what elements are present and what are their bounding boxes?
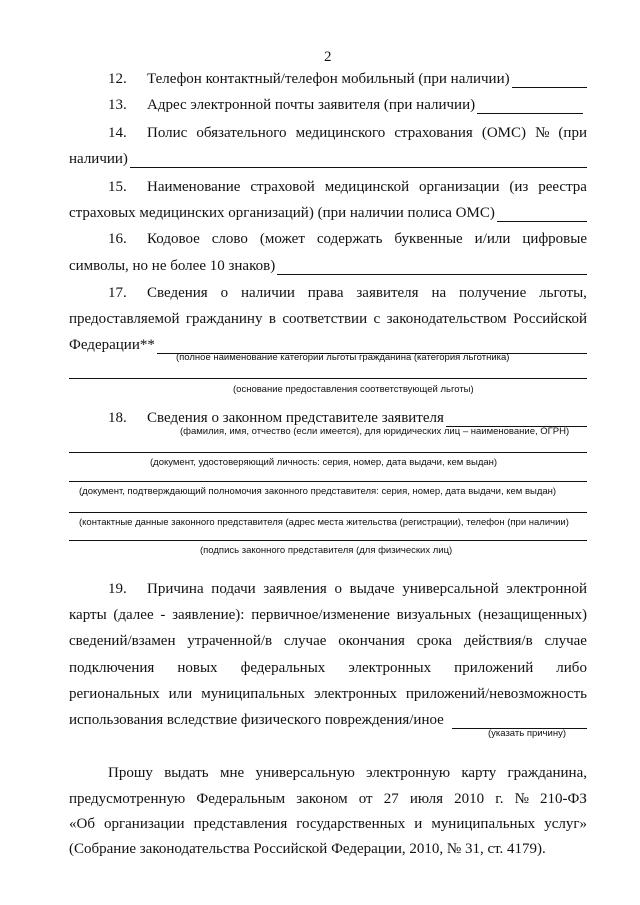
text-word: «Об	[69, 816, 95, 832]
text-word: карты	[69, 607, 107, 623]
text-word: №	[535, 125, 550, 141]
text-word: муниципальных	[201, 686, 306, 702]
text-word: карту	[461, 765, 497, 781]
item-13-row	[147, 96, 583, 114]
item-19-number: 19.	[108, 581, 127, 597]
text-word: электронных	[314, 686, 397, 702]
item-18-hint-authority-document: (документ, подтверждающий полномочия законного представителя: серия, номер, дата выдачи, кем выдан)	[79, 486, 557, 497]
item-19-line-3	[69, 632, 587, 650]
text-word: универсальной	[402, 581, 499, 597]
item-15-line-2	[69, 204, 587, 222]
item-19-field-reason[interactable]	[452, 714, 587, 729]
text-word: гражданину	[185, 311, 263, 327]
request-line-4: (Собрание законодательства Российской Федерации, 2010, № 31, ст. 4179).	[69, 841, 546, 857]
item-19-text-end: использования вследствие физического повреждения/иное	[69, 712, 444, 728]
text-word: приложений	[454, 660, 534, 676]
text-word: окончания	[338, 633, 405, 649]
text-word: предусмотренную	[69, 791, 186, 807]
text-word: электронной	[506, 581, 587, 597]
text-word: 210-ФЗ	[540, 791, 587, 807]
text-word: №	[514, 791, 529, 807]
text-word: соответствии	[282, 311, 368, 327]
text-word: слово	[211, 231, 248, 247]
text-word: получение	[459, 285, 527, 301]
item-18-field-name[interactable]	[446, 412, 587, 427]
text-word: г.	[495, 791, 504, 807]
item-18-hint-name: (фамилия, имя, отчество (если имеется), для юридических лиц – наименование, ОГРН)	[180, 426, 570, 437]
text-word: утраченной/в	[187, 633, 273, 649]
text-word: электронную	[366, 765, 451, 781]
text-word: организации	[104, 816, 185, 832]
text-word: новых	[177, 660, 218, 676]
item-16-field[interactable]	[277, 260, 587, 275]
text-word: выдать	[164, 765, 209, 781]
item-17-line-2	[69, 310, 587, 328]
text-word: права	[307, 285, 344, 301]
text-word: предоставляемой	[69, 311, 180, 327]
text-word: случае	[544, 633, 587, 649]
text-word: (может	[259, 231, 305, 247]
text-word: наличии	[240, 285, 295, 301]
item-16-line-2	[69, 257, 587, 275]
item-15-text-end: страховых медицинских организаций) (при наличии полиса ОМС)	[69, 205, 495, 221]
text-word: (далее	[113, 607, 154, 623]
item-16-line-1	[147, 230, 587, 248]
item-19-hint-reason: (указать причину)	[488, 728, 566, 739]
text-word: универсальную	[255, 765, 355, 781]
item-18-row	[147, 409, 587, 427]
item-18-field-authority-document[interactable]	[69, 481, 587, 482]
text-word: июля	[409, 791, 444, 807]
text-word: Прошу	[108, 765, 153, 781]
text-word: сведений/взамен	[69, 633, 176, 649]
text-word: страховой	[250, 179, 315, 195]
item-17-line-1	[147, 284, 587, 302]
text-word: 2010	[454, 791, 485, 807]
text-word: -	[160, 607, 166, 623]
item-19-line-6	[69, 711, 587, 729]
text-word: цифровые	[522, 231, 587, 247]
text-word: муниципальных	[431, 816, 536, 832]
item-12-row	[147, 70, 587, 88]
text-word: подключения	[69, 660, 155, 676]
text-word: с	[373, 311, 381, 327]
request-line-1	[108, 764, 587, 782]
page-number: 2	[324, 49, 332, 65]
text-word: первичное/изменение	[251, 607, 390, 623]
text-word: заявление):	[172, 607, 245, 623]
text-word: страхования	[394, 125, 473, 141]
item-18-hint-contacts: (контактные данные законного представителя (адрес места жительства (регистрации), телефон (при наличии)	[79, 517, 569, 528]
item-14-line-2	[69, 150, 587, 168]
text-word: случае	[283, 633, 327, 649]
text-word: медицинской	[324, 179, 410, 195]
text-word: о	[334, 581, 342, 597]
text-word: законом	[296, 791, 348, 807]
text-word: государственных	[296, 816, 406, 832]
item-12-text: Телефон контактный/телефон мобильный (при наличии)	[147, 71, 510, 87]
request-line-3	[69, 815, 587, 833]
item-16-number: 16.	[108, 231, 127, 247]
item-13-field[interactable]	[477, 99, 583, 114]
text-word: от	[358, 791, 373, 807]
item-17-text-end: Федерации**	[69, 337, 155, 353]
text-word: Наименование	[147, 179, 241, 195]
item-13-text: Адрес электронной почты заявителя (при наличии)	[147, 97, 476, 113]
text-word: электронных	[348, 660, 432, 676]
item-14-line-1	[147, 124, 587, 142]
item-19-line-4	[69, 659, 587, 677]
text-word: и	[414, 816, 423, 832]
text-word: о	[220, 285, 229, 301]
text-word: Причина	[147, 581, 204, 597]
item-15-number: 15.	[108, 179, 127, 195]
item-15-field[interactable]	[497, 207, 587, 222]
text-word: содержать	[316, 231, 383, 247]
text-word: визуальных	[396, 607, 472, 623]
item-14-text-end: наличии)	[69, 151, 128, 167]
item-14-number: 14.	[108, 125, 127, 141]
text-word: Российской	[513, 311, 587, 327]
text-word: выдаче	[349, 581, 395, 597]
text-word: (из	[509, 179, 529, 195]
item-17-hint-category: (полное наименование категории льготы гражданина (категория льготника)	[176, 352, 510, 363]
text-word: обязательного	[196, 125, 287, 141]
item-19-line-5	[69, 685, 587, 703]
text-word: льготы,	[539, 285, 587, 301]
text-word: приложений/невозможность	[405, 686, 587, 702]
text-word: подачи	[211, 581, 256, 597]
text-word: региональных	[69, 686, 160, 702]
text-word: в	[268, 311, 276, 327]
item-18-field-contacts[interactable]	[69, 512, 587, 513]
text-word: мне	[219, 765, 245, 781]
text-word: (ОМС)	[481, 125, 527, 141]
text-word: организации	[418, 179, 500, 195]
item-18-number: 18.	[108, 410, 127, 426]
item-18-field-signature[interactable]	[69, 540, 587, 541]
item-16-text-end: символы, но не более 10 знаков)	[69, 258, 276, 274]
text-word: Кодовое	[147, 231, 200, 247]
item-17-number: 17.	[108, 285, 127, 301]
item-19-line-1	[147, 580, 587, 598]
item-18-hint-id-document: (документ, удостоверяющий личность: серия, номер, дата выдачи, кем выдан)	[150, 457, 498, 468]
text-word: (незащищенных)	[478, 607, 587, 623]
text-word: (при	[558, 125, 587, 141]
text-word: федеральных	[240, 660, 326, 676]
item-18-hint-signature: (подпись законного представителя (для физических лиц)	[200, 545, 453, 556]
text-word: 27	[383, 791, 399, 807]
item-17-hint-basis: (основание предоставления соответствующей льготы)	[233, 384, 474, 395]
text-word: и/или	[474, 231, 511, 247]
text-word: медицинского	[295, 125, 386, 141]
text-word: Федеральным	[196, 791, 286, 807]
text-word: заявителя	[356, 285, 419, 301]
item-19-line-2	[69, 606, 587, 624]
text-word: буквенные	[394, 231, 463, 247]
request-line-2	[69, 790, 587, 808]
text-word: услуг»	[544, 816, 587, 832]
text-word: Сведения	[147, 285, 208, 301]
text-word: законодательством	[386, 311, 507, 327]
item-14-field[interactable]	[130, 153, 587, 168]
item-15-line-1	[147, 178, 587, 196]
text-word: заявления	[263, 581, 327, 597]
item-18-text: Сведения о законном представителе заявителя	[147, 410, 444, 426]
text-word: срока	[416, 633, 453, 649]
text-word: либо	[556, 660, 587, 676]
text-word: действия/в	[463, 633, 533, 649]
item-12-number: 12.	[108, 71, 127, 87]
text-word: Полис	[147, 125, 188, 141]
item-12-field[interactable]	[512, 73, 587, 88]
text-word: или	[168, 686, 193, 702]
item-17-field-basis[interactable]	[69, 378, 587, 379]
item-13-number: 13.	[108, 97, 127, 113]
text-word: на	[431, 285, 447, 301]
text-word: реестра	[538, 179, 587, 195]
text-word: представления	[193, 816, 288, 832]
text-word: гражданина,	[507, 765, 587, 781]
item-18-field-id-document[interactable]	[69, 452, 587, 453]
